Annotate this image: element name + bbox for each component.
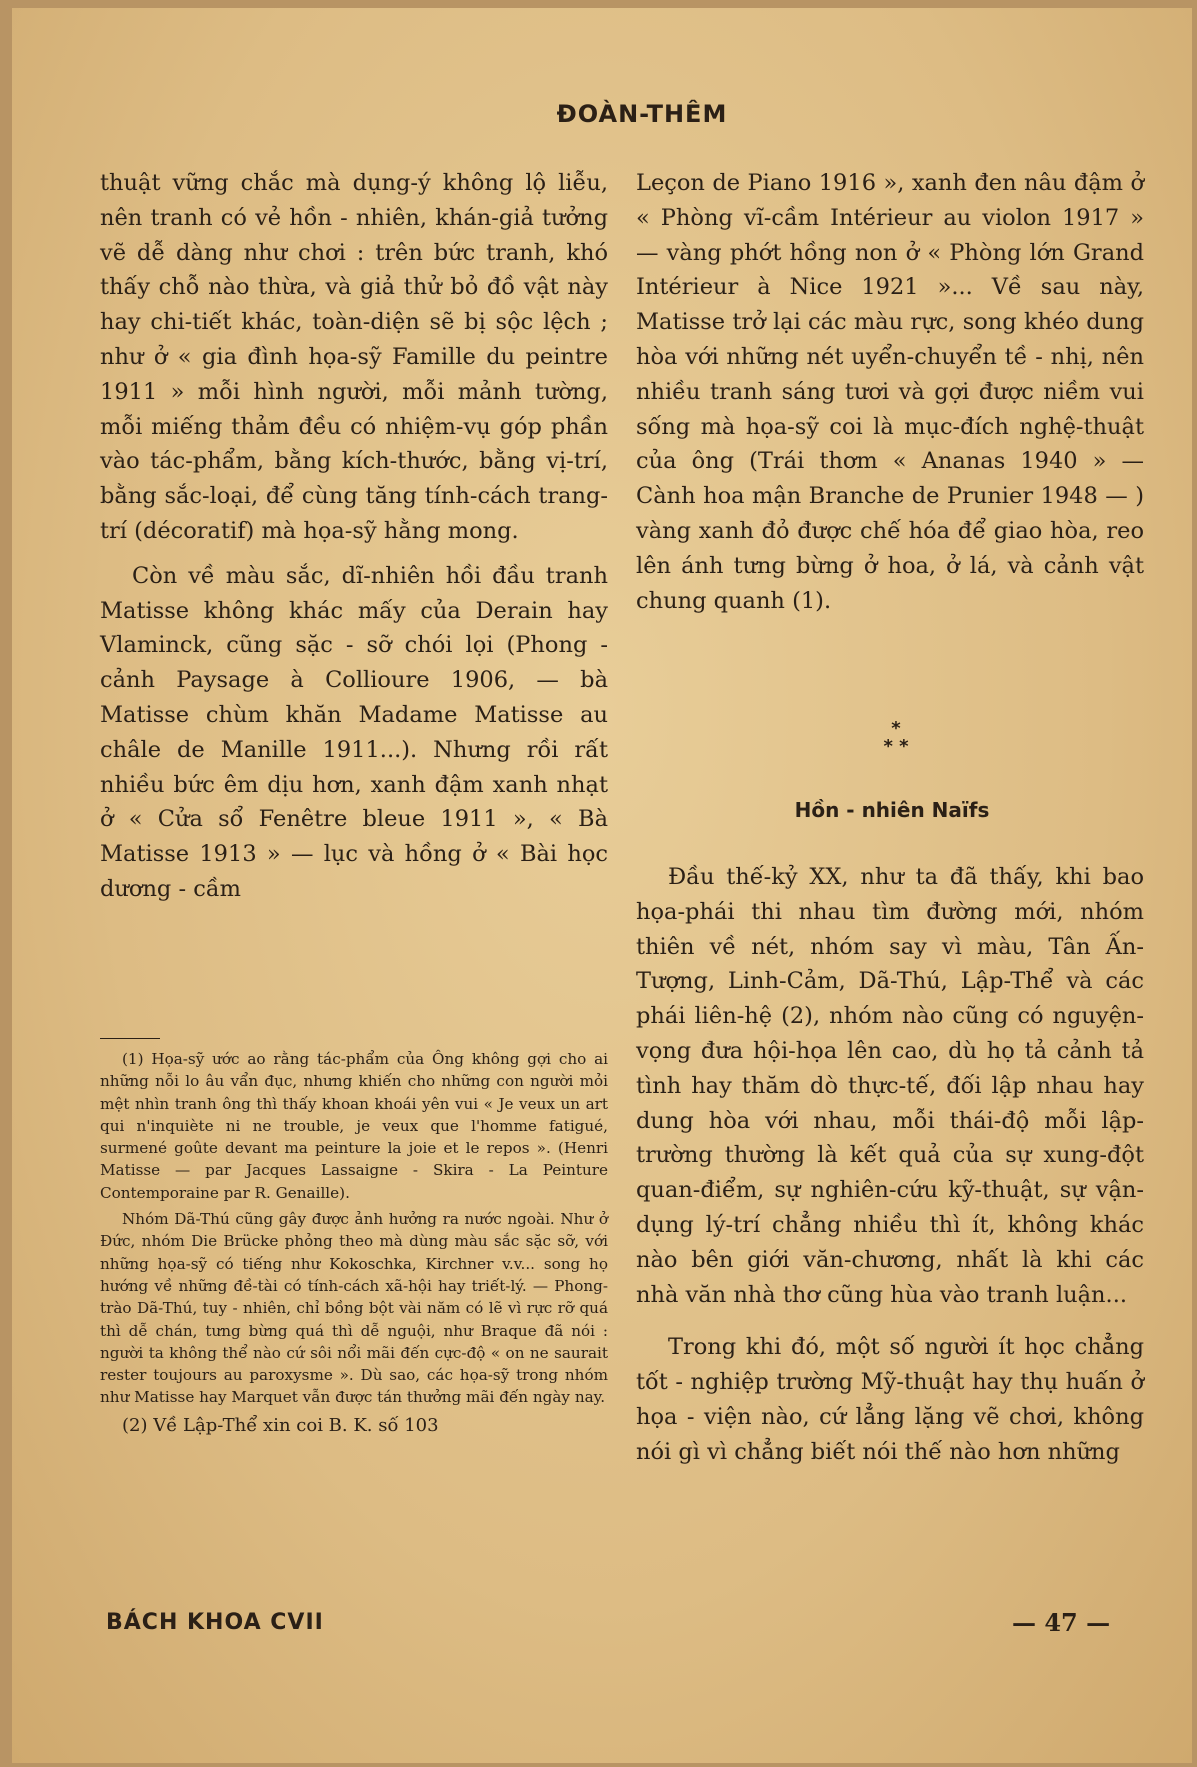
left-column [100,166,608,917]
right-paragraph-3: Trong khi đó, một số người ít học chẳng tốt - nghiệp trường Mỹ-thuật hay thụ huấn ở họa - viện nào, cứ lẳng lặng vẽ chơi, không nói gì vì chẳng biết nói thế nào hơn những [636,1334,1144,1465]
left-paragraph-1: thuật vững chắc mà dụng-ý không lộ liễu, nên tranh có vẻ hồn - nhiên, khán-giả tưởng vẽ dễ dàng như chơi : trên bức tranh, khó thấy chỗ nào thừa, và giả thử bỏ đồ vật này hay chi-tiết khác, toàn-diện sẽ bị sộc lệch ; như ở « gia đình họa-sỹ Famille du peintre 1911 » mỗi hình người, mỗi mảnh tường, mỗi miếng thảm đều có nhiệm-vụ góp phần vào tác-phẩm, bằng kích-thước, bằng vị-trí, bằng sắc-loại, để cùng tăng tính-cách trang-trí (décoratif) mà họa-sỹ hằng mong. [100,170,608,544]
running-header: ĐOÀN-THÊM [556,100,728,128]
right-column-lower [636,860,1144,1488]
section-divider-stars [866,720,926,756]
section-title: Hồn - nhiên Naïfs [794,798,990,822]
page-number: — 47 — [1012,1608,1111,1637]
journal-name: BÁCH KHOA CVII [106,1610,324,1635]
footnote-1: (1) Họa-sỹ ước ao rằng tác-phẩm của Ông không gợi cho ai những nỗi lo âu vẩn đục, nhưng khiến cho những con người mỏi mệt nhìn tranh ông thì thấy khoan khoái yên vui « Je veux un art qui n'inquiète ni ne trouble, je veux que l'homme fatigué, surmené goûte devant ma peinture la joie et le repos ». (Henri Matisse — par Jacques Lassaigne - Skira - La Peinture Contemporaine par R. Genaille). [100,1050,608,1202]
right-paragraph-1: Leçon de Piano 1916 », xanh đen nâu đậm ở « Phòng vĩ-cầm Intérieur au violon 1917 » — vàng phớt hồng non ở « Phòng lớn Grand Intérieur à Nice 1921 »... Về sau này, Matisse trở lại các màu rực, song khéo dung hòa với những nét uyển-chuyển tề - nhị, nên nhiều tranh sáng tươi và gợi được niềm vui sống mà họa-sỹ coi là mục-đích nghệ-thuật của ông (Trái thơm « Ananas 1940 » — Cành hoa mận Branche de Prunier 1948 — ) vàng xanh đỏ được chế hóa để giao hòa, reo lên ánh tưng bừng ở hoa, ở lá, và cảnh vật chung quanh (1). [636,170,1144,614]
footnote-2: (2) Về Lập-Thể xin coi B. K. số 103 [122,1414,439,1436]
right-column [636,166,1144,628]
star-top: * [891,718,901,739]
footnote-separator [100,1038,160,1039]
footnote-1-continued: Nhóm Dã-Thú cũng gây được ảnh hưởng ra nước ngoài. Như ở Đức, nhóm Die Brücke phỏng theo mà dùng màu sắc sặc sỡ, với những họa-sỹ có tiếng như Kokoschka, Kirchner v.v... song họ hướng về những đề-tài có tính-cách xã-hội hay triết-lý. — Phong-trào Dã-Thú, tuy - nhiên, chỉ bồng bột vài năm có lẽ vì rực rỡ quá thì dễ chán, tưng bừng quá thì dễ nguội, như Braque đã nói : người ta không thể nào cứ sôi nổi mãi đến cực-độ « on ne saurait rester toujours au paroxysme ». Dù sao, các họa-sỹ trong nhóm như Matisse hay Marquet vẫn được tán thưởng mãi đến ngày nay. [100,1210,608,1407]
page [12,8,1192,1763]
right-paragraph-2: Đầu thế-kỷ XX, như ta đã thấy, khi bao họa-phái thi nhau tìm đường mới, nhóm thiên về nét, nhóm say vì màu, Tân Ấn-Tượng, Linh-Cảm, Dã-Thú, Lập-Thể và các phái liên-hệ (2), nhóm nào cũng có nguyện-vọng đưa hội-họa lên cao, dù họ tả cảnh tả tình hay thăm dò thực-tế, đối lập nhau hay dung hòa với nhau, mỗi thái-độ mỗi lập-trường thường là kết quả của sự xung-đột quan-điểm, sự nghiên-cứu kỹ-thuật, sự vận-dụng lý-trí chẳng nhiều thì ít, không khác nào bên giới văn-chương, nhất là khi các nhà văn nhà thơ cũng hùa vào tranh luận... [636,864,1144,1308]
footnotes [100,1048,608,1441]
star-bottom: * * [883,736,909,757]
left-paragraph-2: Còn về màu sắc, dĩ-nhiên hồi đầu tranh Matisse không khác mấy của Derain hay Vlaminck, cũng sặc - sỡ chói lọi (Phong - cảnh Paysage à Collioure 1906, — bà Matisse chùm khăn Madame Matisse au châle de Manille 1911...). Nhưng rồi rất nhiều bức êm dịu hơn, xanh đậm xanh nhạt ở « Cửa sổ Fenêtre bleue 1911 », « Bà Matisse 1913 » — lục và hồng ở « Bài học dương - cầm [100,562,608,902]
